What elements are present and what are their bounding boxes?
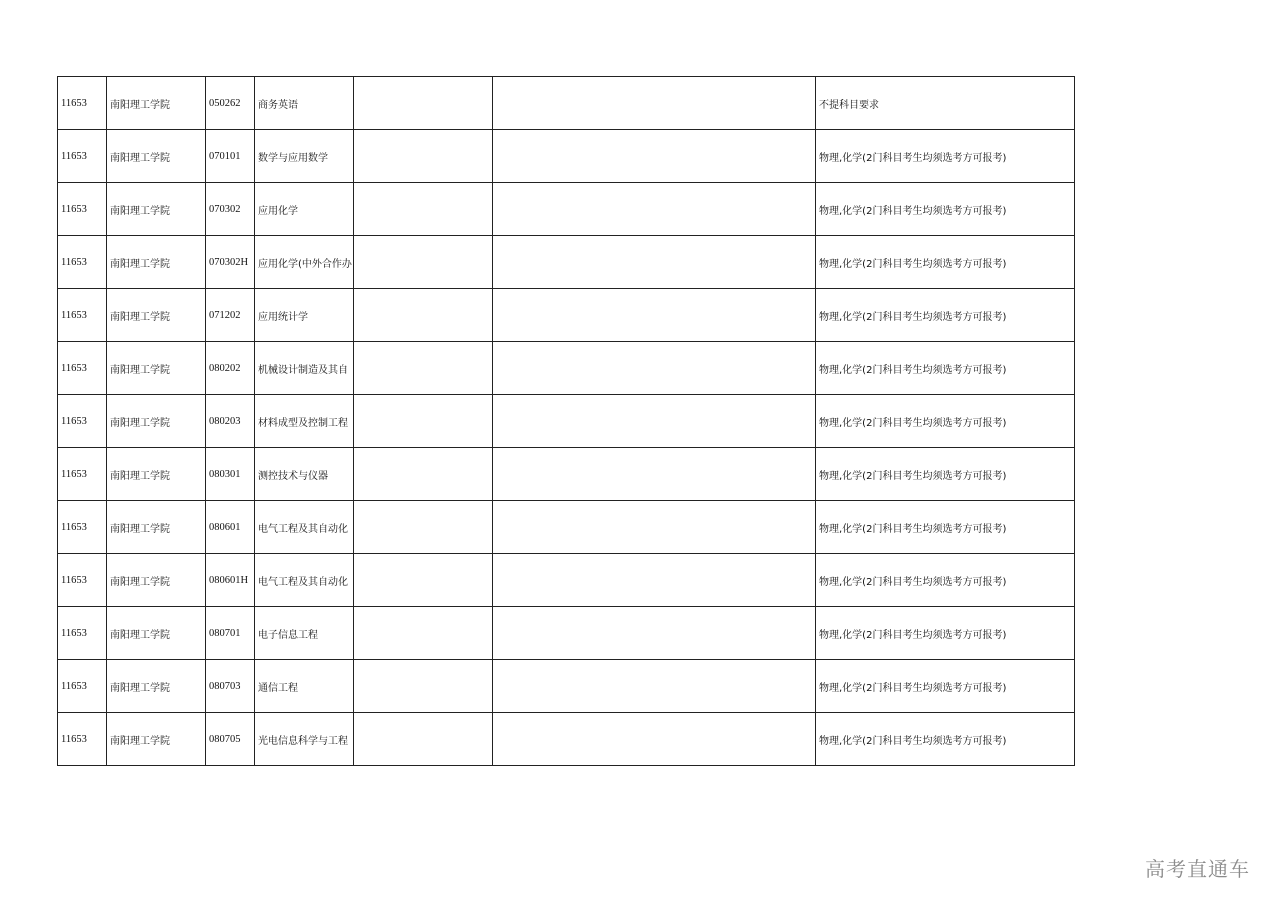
empty-cell (493, 342, 816, 395)
school-code-cell: 11653 (58, 183, 107, 236)
empty-cell (354, 554, 493, 607)
major-name-cell: 应用化学(中外合作办 (255, 236, 354, 289)
subject-requirement-cell: 物理,化学(2门科目考生均须选考方可报考) (816, 289, 1075, 342)
school-code-cell: 11653 (58, 130, 107, 183)
empty-cell (354, 183, 493, 236)
school-code-cell: 11653 (58, 289, 107, 342)
subject-requirement-cell: 物理,化学(2门科目考生均须选考方可报考) (816, 660, 1075, 713)
school-code-cell: 11653 (58, 395, 107, 448)
empty-cell (354, 77, 493, 130)
major-code-cell: 080202 (206, 342, 255, 395)
major-name-cell: 数学与应用数学 (255, 130, 354, 183)
major-code-cell: 080301 (206, 448, 255, 501)
subject-requirement-cell: 物理,化学(2门科目考生均须选考方可报考) (816, 554, 1075, 607)
table-row (58, 342, 1075, 395)
table-row (58, 183, 1075, 236)
empty-cell (354, 501, 493, 554)
subject-requirement-cell: 物理,化学(2门科目考生均须选考方可报考) (816, 607, 1075, 660)
empty-cell (354, 342, 493, 395)
school-name-cell: 南阳理工学院 (107, 448, 206, 501)
empty-cell (354, 713, 493, 766)
major-code-cell: 080703 (206, 660, 255, 713)
table-row (58, 130, 1075, 183)
school-name-cell: 南阳理工学院 (107, 554, 206, 607)
table-row (58, 289, 1075, 342)
major-code-cell: 070302 (206, 183, 255, 236)
school-code-cell: 11653 (58, 713, 107, 766)
major-name-cell: 测控技术与仪器 (255, 448, 354, 501)
table-row (58, 713, 1075, 766)
school-name-cell: 南阳理工学院 (107, 501, 206, 554)
major-code-cell: 080203 (206, 395, 255, 448)
subject-requirement-cell: 物理,化学(2门科目考生均须选考方可报考) (816, 395, 1075, 448)
table-row (58, 448, 1075, 501)
subject-requirement-cell: 物理,化学(2门科目考生均须选考方可报考) (816, 342, 1075, 395)
school-name-cell: 南阳理工学院 (107, 77, 206, 130)
major-name-cell: 商务英语 (255, 77, 354, 130)
major-name-cell: 应用统计学 (255, 289, 354, 342)
major-code-cell: 050262 (206, 77, 255, 130)
major-code-cell: 080701 (206, 607, 255, 660)
table-body (58, 77, 1075, 766)
empty-cell (493, 289, 816, 342)
subject-requirement-cell: 物理,化学(2门科目考生均须选考方可报考) (816, 236, 1075, 289)
school-code-cell: 11653 (58, 554, 107, 607)
subject-requirement-cell: 物理,化学(2门科目考生均须选考方可报考) (816, 183, 1075, 236)
school-name-cell: 南阳理工学院 (107, 130, 206, 183)
subject-requirement-cell: 物理,化学(2门科目考生均须选考方可报考) (816, 501, 1075, 554)
empty-cell (493, 236, 816, 289)
school-code-cell: 11653 (58, 607, 107, 660)
empty-cell (354, 130, 493, 183)
empty-cell (354, 236, 493, 289)
table-row (58, 660, 1075, 713)
school-name-cell: 南阳理工学院 (107, 289, 206, 342)
subject-requirement-table (57, 76, 1075, 766)
subject-requirement-cell: 物理,化学(2门科目考生均须选考方可报考) (816, 130, 1075, 183)
empty-cell (354, 289, 493, 342)
empty-cell (493, 660, 816, 713)
empty-cell (354, 395, 493, 448)
empty-cell (354, 607, 493, 660)
table-row (58, 395, 1075, 448)
major-name-cell: 电气工程及其自动化 (255, 501, 354, 554)
school-code-cell: 11653 (58, 448, 107, 501)
major-code-cell: 080601H (206, 554, 255, 607)
major-name-cell: 电气工程及其自动化 (255, 554, 354, 607)
subject-requirement-cell: 不提科目要求 (816, 77, 1075, 130)
empty-cell (354, 448, 493, 501)
empty-cell (493, 607, 816, 660)
school-name-cell: 南阳理工学院 (107, 395, 206, 448)
empty-cell (493, 554, 816, 607)
school-name-cell: 南阳理工学院 (107, 342, 206, 395)
major-code-cell: 080601 (206, 501, 255, 554)
school-name-cell: 南阳理工学院 (107, 660, 206, 713)
empty-cell (493, 501, 816, 554)
major-code-cell: 070302H (206, 236, 255, 289)
major-name-cell: 通信工程 (255, 660, 354, 713)
empty-cell (354, 660, 493, 713)
empty-cell (493, 395, 816, 448)
subject-requirement-cell: 物理,化学(2门科目考生均须选考方可报考) (816, 448, 1075, 501)
major-name-cell: 机械设计制造及其自 (255, 342, 354, 395)
school-code-cell: 11653 (58, 236, 107, 289)
school-name-cell: 南阳理工学院 (107, 607, 206, 660)
school-name-cell: 南阳理工学院 (107, 236, 206, 289)
major-code-cell: 071202 (206, 289, 255, 342)
empty-cell (493, 448, 816, 501)
major-name-cell: 光电信息科学与工程 (255, 713, 354, 766)
school-code-cell: 11653 (58, 501, 107, 554)
school-name-cell: 南阳理工学院 (107, 713, 206, 766)
subject-requirement-cell: 物理,化学(2门科目考生均须选考方可报考) (816, 713, 1075, 766)
major-code-cell: 070101 (206, 130, 255, 183)
empty-cell (493, 183, 816, 236)
empty-cell (493, 130, 816, 183)
major-code-cell: 080705 (206, 713, 255, 766)
school-name-cell: 南阳理工学院 (107, 183, 206, 236)
major-name-cell: 材料成型及控制工程 (255, 395, 354, 448)
empty-cell (493, 713, 816, 766)
table-row (58, 236, 1075, 289)
school-code-cell: 11653 (58, 77, 107, 130)
major-name-cell: 应用化学 (255, 183, 354, 236)
major-name-cell: 电子信息工程 (255, 607, 354, 660)
table-row (58, 501, 1075, 554)
table-row (58, 607, 1075, 660)
table-row (58, 77, 1075, 130)
table-row (58, 554, 1075, 607)
school-code-cell: 11653 (58, 660, 107, 713)
empty-cell (493, 77, 816, 130)
school-code-cell: 11653 (58, 342, 107, 395)
watermark-text: 高考直通车 (1145, 857, 1250, 881)
